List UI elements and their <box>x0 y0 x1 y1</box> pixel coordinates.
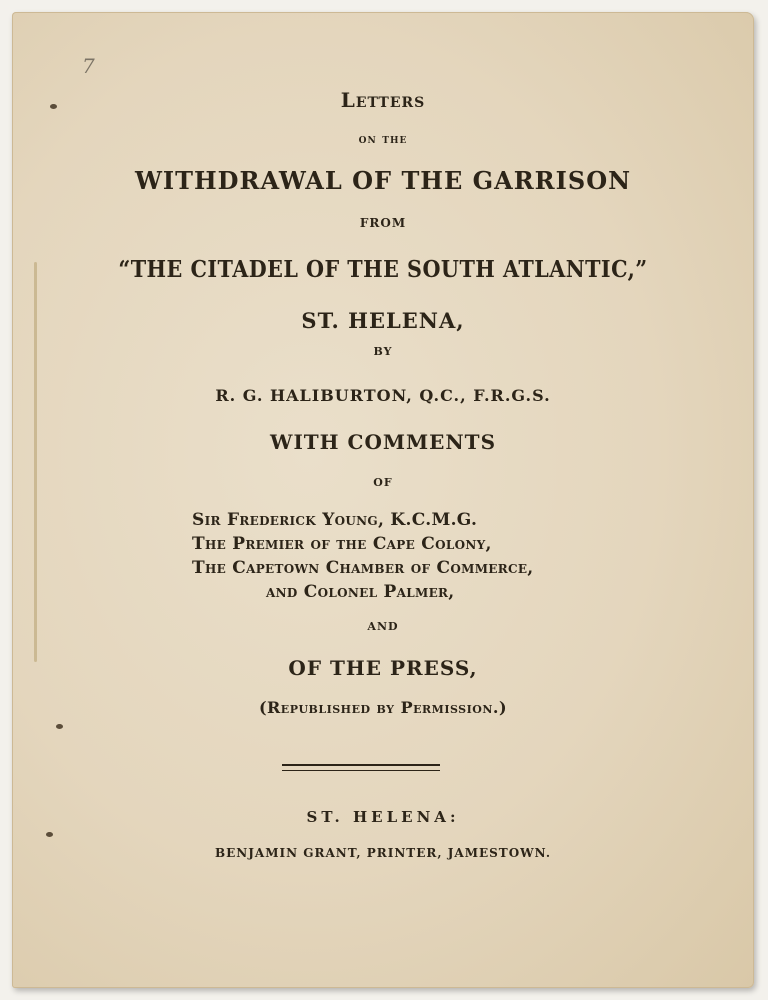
imprint-place: ST. HELENA: <box>306 808 460 826</box>
title-withdrawal: WITHDRAWAL OF THE GARRISON <box>134 166 632 195</box>
commenters-list <box>192 508 534 604</box>
with-comments: WITH COMMENTS <box>269 430 497 454</box>
commenter: The Capetown Chamber of Commerce, <box>192 558 534 578</box>
of-the-press: OF THE PRESS, <box>288 656 478 680</box>
binding-hole <box>56 724 63 729</box>
commenter: The Premier of the Cape Colony, <box>192 534 492 554</box>
author: R. G. HALIBURTON, Q.C., F.R.G.S. <box>215 386 551 405</box>
imprint-printer: BENJAMIN GRANT, PRINTER, JAMESTOWN. <box>214 846 552 860</box>
title-st-helena: ST. HELENA, <box>301 308 465 333</box>
title-on-the: on the <box>358 132 408 147</box>
title-letters: Letters <box>340 88 426 112</box>
commenter: Sir Frederick Young, K.C.M.G. <box>192 510 478 530</box>
by-label: BY <box>373 345 393 358</box>
pencil-mark: 7 <box>82 54 95 78</box>
title-citadel: “THE CITADEL OF THE SOUTH ATLANTIC,” <box>118 256 648 283</box>
of-label: OF <box>373 476 393 489</box>
republished-note: (Republished by Permission.) <box>258 698 508 717</box>
decorative-rule <box>282 764 440 771</box>
and-label: AND <box>367 620 399 633</box>
binding-hole <box>46 832 53 837</box>
pamphlet-cover <box>12 12 754 988</box>
title-from: FROM <box>359 216 407 230</box>
commenter: and Colonel Palmer, <box>266 582 455 602</box>
